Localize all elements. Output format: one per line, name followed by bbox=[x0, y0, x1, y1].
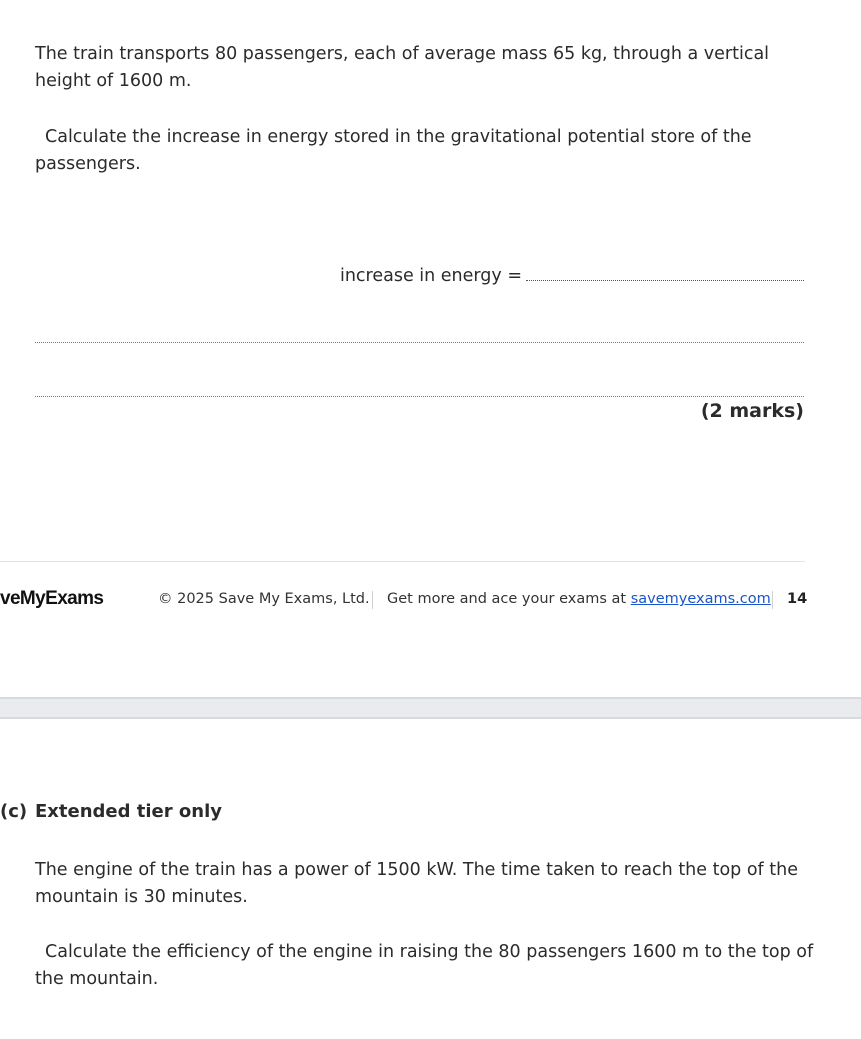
marks-label: (2 marks) bbox=[700, 400, 804, 422]
question-task: Calculate the increase in energy stored in the gravitational potential store of the passengers. bbox=[35, 127, 752, 174]
page-footer bbox=[0, 588, 861, 614]
footer-divider bbox=[0, 561, 805, 562]
page-break bbox=[0, 697, 861, 719]
copyright-text: © 2025 Save My Exams, Ltd. bbox=[158, 591, 370, 607]
footer-separator bbox=[372, 591, 373, 609]
savemyexams-link[interactable]: savemyexams.com bbox=[630, 591, 771, 607]
part-c-intro: The engine of the train has a power of 1500 kW. The time taken to reach the top of the mountain is 30 minutes. bbox=[35, 860, 798, 907]
part-c-task: Calculate the efficiency of the engine in raising the 80 passengers 1600 m to the top of the mountain. bbox=[35, 942, 814, 989]
brand-logo[interactable]: veMyExams bbox=[0, 588, 104, 609]
answer-label: increase in energy = bbox=[339, 266, 522, 286]
part-label: (c) bbox=[0, 801, 28, 822]
promo-text bbox=[387, 591, 771, 607]
page-number: 14 bbox=[787, 591, 808, 607]
working-line bbox=[35, 342, 804, 343]
footer-separator bbox=[772, 591, 773, 609]
answer-blank[interactable] bbox=[526, 264, 804, 281]
part-title: Extended tier only bbox=[35, 801, 222, 822]
promo-label: Get more and ace your exams at bbox=[387, 591, 627, 607]
answer-line bbox=[340, 264, 804, 286]
working-line bbox=[35, 396, 804, 397]
question-intro: The train transports 80 passengers, each of average mass 65 kg, through a vertical height of 1600 m. bbox=[35, 44, 770, 91]
